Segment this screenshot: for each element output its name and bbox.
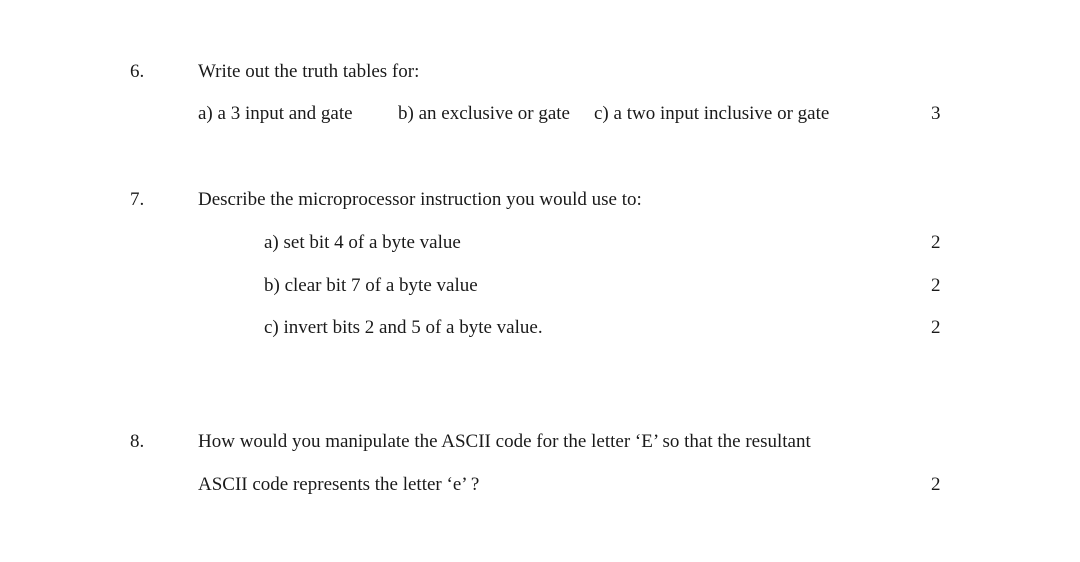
- marks: 2: [931, 232, 941, 253]
- question-number: 6.: [130, 61, 145, 82]
- part-a: a) set bit 4 of a byte value: [264, 232, 461, 253]
- marks: 2: [931, 474, 941, 495]
- part-b: b) clear bit 7 of a byte value: [264, 275, 478, 296]
- marks: 2: [931, 317, 941, 338]
- question-text: Describe the microprocessor instruction you would use to:: [198, 189, 642, 210]
- part-c: c) invert bits 2 and 5 of a byte value.: [264, 317, 543, 338]
- question-text: Write out the truth tables for:: [198, 61, 420, 82]
- part-a: a) a 3 input and gate: [198, 103, 353, 124]
- part-b: b) an exclusive or gate: [398, 103, 570, 124]
- question-number: 8.: [130, 431, 145, 452]
- question-text-line-2: ASCII code represents the letter ‘e’ ?: [198, 474, 480, 495]
- question-text-line-1: How would you manipulate the ASCII code for the letter ‘E’ so that the resultant: [198, 431, 811, 452]
- part-c: c) a two input inclusive or gate: [594, 103, 830, 124]
- marks: 3: [931, 103, 941, 124]
- marks: 2: [931, 275, 941, 296]
- question-number: 7.: [130, 189, 145, 210]
